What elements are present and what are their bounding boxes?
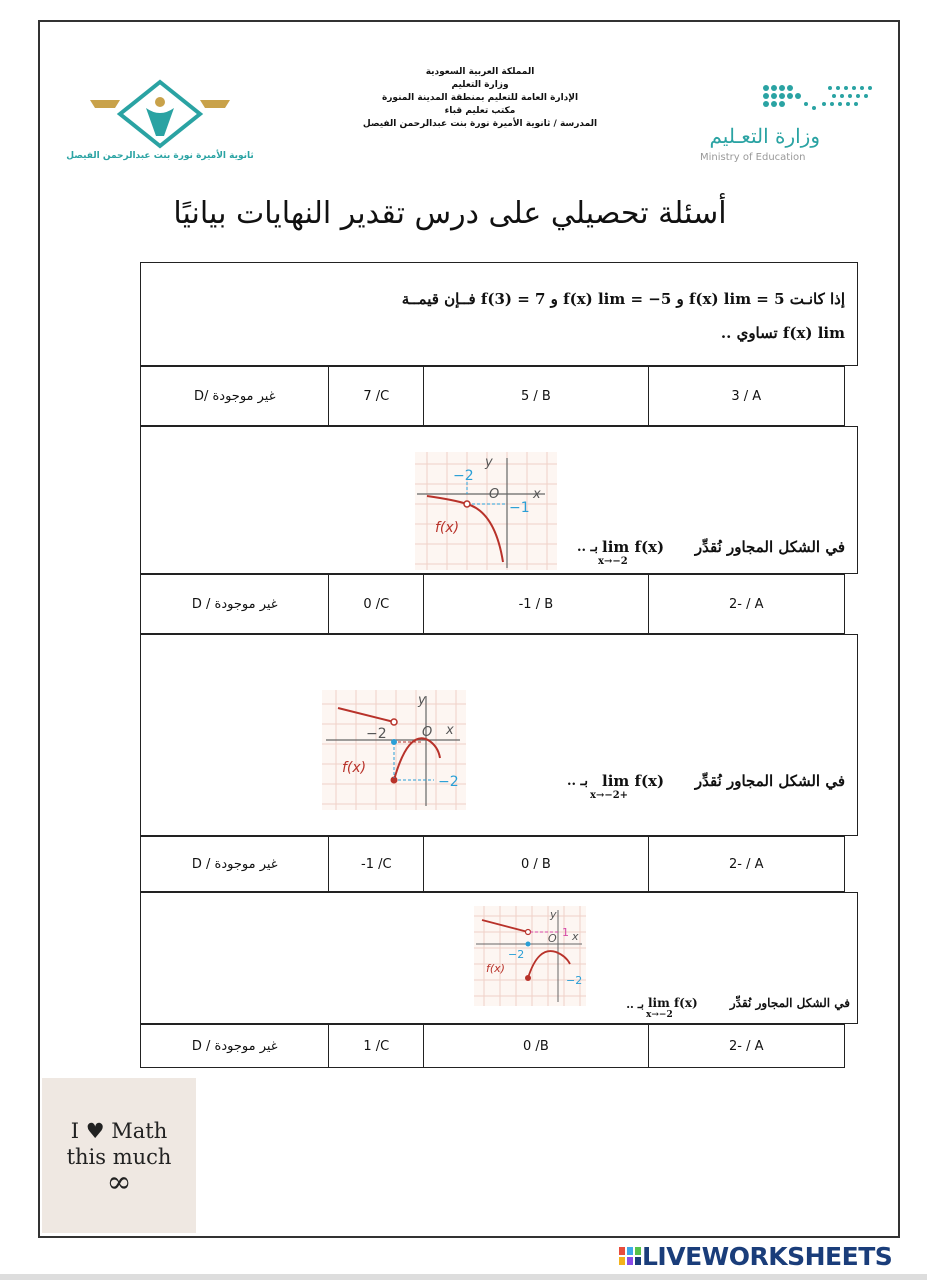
graph-function-label: f(x)	[435, 520, 460, 536]
graph-origin-label: O	[422, 725, 433, 740]
graph-x-label: x	[533, 487, 541, 502]
math-badge-image	[42, 1078, 196, 1233]
question-1-options	[140, 366, 845, 426]
option-d[interactable]: D / غير موجودة	[141, 1025, 329, 1067]
question-3-box	[140, 634, 858, 836]
school-name: ثانوية الأميرة نورة بنت عبدالرحمن الفيصل	[66, 151, 254, 161]
graph-tick-label: −2	[366, 726, 387, 742]
math-badge-infinity: ∞	[106, 1165, 132, 1200]
option-d[interactable]: D / غير موجودة	[141, 575, 329, 633]
question-4-suffix: بـ ..	[626, 998, 644, 1011]
graph-origin-label: O	[548, 932, 557, 945]
ministry-arabic-name: وزارة التعـليم	[709, 124, 820, 148]
header-line: الإدارة العامة للتعليم بمنطقة المدينة المنورة	[381, 93, 579, 103]
question-3-prompt: في الشكل المجاور نُقدِّر	[694, 772, 845, 790]
option-b[interactable]: 5 / B	[424, 367, 648, 425]
graph-x-label: x	[446, 723, 454, 738]
question-3-options	[140, 836, 845, 892]
question-4-options	[140, 1024, 845, 1068]
question-3-limit-sub: x→−2+	[590, 790, 629, 801]
option-a[interactable]: 2- / A	[729, 596, 764, 612]
question-2-options	[140, 574, 845, 634]
option-b[interactable]: -1 / B	[424, 575, 648, 633]
graph-function-label: f(x)	[342, 760, 367, 776]
question-3-graph	[322, 690, 466, 810]
liveworksheets-brand[interactable]	[618, 1240, 892, 1272]
option-b[interactable]: 0 /B	[424, 1025, 648, 1067]
question-4-prompt: في الشكل المجاور نُقدِّر	[729, 996, 850, 1010]
graph-tick-label: −1	[509, 500, 530, 516]
bottom-strip	[0, 1274, 927, 1280]
graph-function-label: f(x)	[486, 962, 505, 975]
liveworksheets-logo-icon	[618, 1245, 642, 1267]
option-d[interactable]: D/ غير موجودة	[141, 367, 329, 425]
option-a[interactable]: 2- / A	[729, 1038, 764, 1054]
option-d[interactable]: D / غير موجودة	[141, 837, 329, 891]
graph-tick-label: −2	[508, 948, 525, 961]
graph-y-label: y	[485, 455, 493, 470]
question-2-graph	[415, 452, 557, 570]
option-a[interactable]: 2- / A	[729, 856, 764, 872]
graph-origin-label: O	[489, 487, 500, 502]
question-2-limit-sub: x→−2	[598, 556, 628, 567]
graph-tick-label: −2	[453, 468, 474, 484]
option-c[interactable]: 7 /C	[329, 367, 424, 425]
option-c[interactable]: 1 /C	[329, 1025, 424, 1067]
graph-y-label: y	[550, 908, 557, 921]
option-c[interactable]: 0 /C	[329, 575, 424, 633]
header-line: وزارة التعليم	[451, 80, 509, 90]
graph-tick-label: −2	[438, 774, 459, 790]
question-3-suffix: بـ ..	[566, 774, 588, 789]
question-2-suffix: بـ ..	[576, 540, 598, 555]
ministry-logo	[700, 82, 880, 166]
header-line: المملكة العربية السعودية	[425, 67, 535, 77]
liveworksheets-wordmark: LIVEWORKSHEETS	[642, 1241, 893, 1271]
header-line: المدرسة / ثانوية الأميرة نورة بنت عبدالرحمن الفيصل	[362, 119, 598, 129]
ministry-dots-icon	[760, 82, 880, 118]
question-1-line1: إذا كانـت 5 = f(x) lim و 5− = f(x) lim و 7 = f(3) فــإن قيمــة	[401, 290, 845, 308]
school-logo	[60, 78, 260, 168]
graph-tick-label: 1	[562, 926, 569, 939]
school-emblem-icon	[60, 78, 260, 150]
math-badge-line: I ♥ Math	[70, 1119, 168, 1143]
ministry-english-name: Ministry of Education	[700, 152, 806, 163]
question-4-limit-sub: x→−2	[646, 1010, 673, 1020]
header-lines	[330, 66, 630, 131]
question-1-line2: f(x) lim تساوي ..	[720, 324, 845, 342]
graph-tick-label: −2	[566, 974, 583, 987]
question-2-limit: lim f(x)	[602, 538, 665, 556]
question-4-limit: lim f(x)	[648, 996, 698, 1010]
question-3-limit: lim f(x)	[602, 772, 665, 790]
question-2-prompt: في الشكل المجاور نُقدِّر	[694, 538, 845, 556]
option-c[interactable]: -1 /C	[329, 837, 424, 891]
graph-x-label: x	[572, 930, 579, 943]
page-title: أسئلة تحصيلي على درس تقدير النهايات بيانيًا	[173, 196, 727, 231]
option-a[interactable]: 3 / A	[731, 388, 762, 404]
option-b[interactable]: 0 / B	[424, 837, 648, 891]
graph-y-label: y	[418, 693, 426, 708]
question-4-graph	[474, 906, 586, 1006]
header-line: مكتب تعليم قباء	[444, 106, 516, 116]
math-badge-line: this much	[66, 1145, 172, 1169]
question-1-box	[140, 262, 858, 366]
